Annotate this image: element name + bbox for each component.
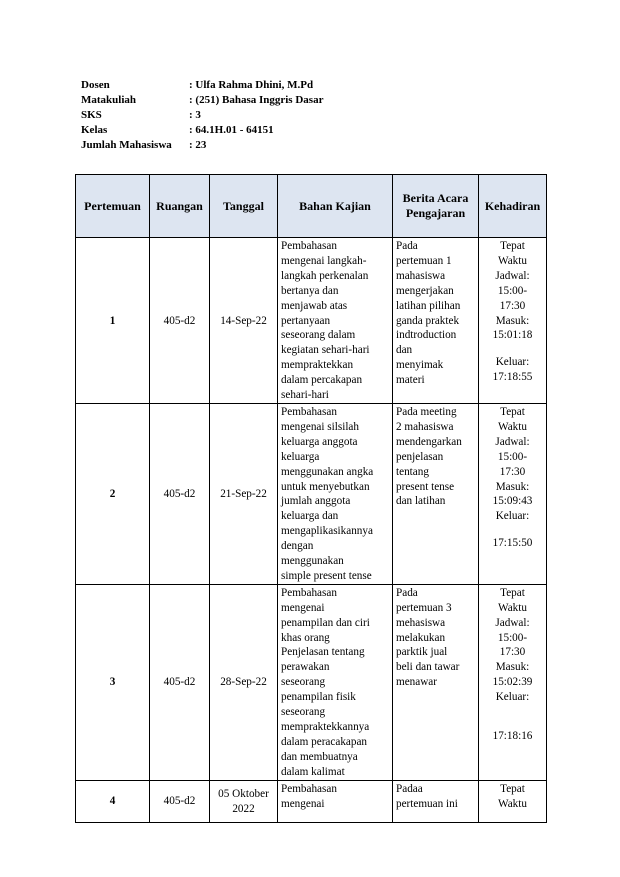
text-line: khas orang bbox=[281, 631, 330, 644]
cell-bahan-kajian bbox=[278, 780, 393, 822]
text-line: Pembahasan bbox=[281, 782, 337, 795]
text-line: mahasiswa bbox=[396, 269, 446, 282]
cell-bahan-kajian bbox=[278, 584, 393, 780]
text-line: keluarga bbox=[281, 450, 320, 463]
text-line: latihan pilihan bbox=[396, 299, 461, 312]
header-ruangan: Ruangan bbox=[150, 175, 210, 238]
text-line: ganda praktek bbox=[396, 314, 460, 327]
text-line: seseorang bbox=[281, 706, 326, 719]
text-line: Masuk: bbox=[495, 661, 530, 674]
text-line: dan bbox=[396, 344, 413, 357]
info-row-sks bbox=[81, 108, 323, 123]
table-row bbox=[76, 584, 547, 780]
text-line: Jadwal: bbox=[495, 435, 530, 448]
text-line: Waktu bbox=[498, 420, 527, 433]
cell-ruangan: 405-d2 bbox=[150, 238, 210, 404]
text-line: Penjelasan tentang bbox=[281, 646, 365, 659]
text-line: jumlah anggota bbox=[281, 495, 351, 508]
info-label: Dosen bbox=[81, 79, 110, 91]
text-line: Tepat bbox=[500, 586, 525, 599]
spacer bbox=[481, 705, 544, 717]
table-header-row bbox=[76, 175, 547, 238]
text-line: mengenai bbox=[281, 797, 325, 810]
header-pertemuan: Pertemuan bbox=[76, 175, 150, 238]
text-line: 17:30 bbox=[499, 299, 526, 312]
info-label: Jumlah Mahasiswa bbox=[81, 139, 172, 151]
info-label: SKS bbox=[81, 109, 102, 121]
text-line: mengenai bbox=[281, 601, 325, 614]
text-line: menawar bbox=[396, 676, 437, 689]
text-line: pertemuan 3 bbox=[396, 601, 452, 614]
text-line: menyimak bbox=[396, 359, 444, 372]
text-line: 15:01:18 bbox=[492, 329, 533, 342]
attendance-table bbox=[75, 174, 547, 823]
info-value: : Ulfa Rahma Dhini, M.Pd bbox=[189, 79, 314, 91]
info-row-jumlah bbox=[81, 138, 323, 153]
info-row-kelas bbox=[81, 123, 323, 138]
text-line: melakukan bbox=[396, 631, 446, 644]
table-row bbox=[76, 403, 547, 584]
text-line: sehari-hari bbox=[281, 389, 329, 402]
cell-berita-acara bbox=[393, 403, 479, 584]
cell-berita-acara bbox=[393, 780, 479, 822]
text-line: Waktu bbox=[498, 797, 527, 810]
text-line: Keluar: bbox=[495, 691, 530, 704]
text-line: Pada bbox=[396, 586, 418, 599]
text-line: 17:18:55 bbox=[492, 371, 533, 384]
text-line: Padaa bbox=[396, 782, 423, 795]
header-bahan-kajian: Bahan Kajian bbox=[278, 175, 393, 238]
cell-kehadiran bbox=[479, 584, 547, 780]
text-line: dan membuatnya bbox=[281, 750, 358, 763]
text-line: Pembahasan bbox=[281, 240, 337, 252]
text-line: Masuk: bbox=[495, 480, 530, 493]
spacer bbox=[481, 524, 544, 536]
cell-kehadiran bbox=[479, 780, 547, 822]
info-label: Kelas bbox=[81, 124, 108, 136]
text-line: penampilan dan ciri bbox=[281, 616, 370, 629]
text-line: untuk menyebutkan bbox=[281, 480, 370, 493]
cell-pertemuan: 4 bbox=[76, 780, 150, 822]
text-line: dalam percakapan bbox=[281, 374, 363, 387]
text-line: Waktu bbox=[498, 254, 527, 267]
text-line: Keluar: bbox=[495, 356, 530, 369]
text-line: langkah perkenalan bbox=[281, 269, 369, 282]
text-line: Jadwal: bbox=[495, 616, 530, 629]
cell-ruangan: 405-d2 bbox=[150, 403, 210, 584]
text-line: Keluar: bbox=[495, 510, 530, 523]
text-line: Tepat bbox=[500, 240, 525, 252]
cell-kehadiran bbox=[479, 403, 547, 584]
text-line: perawakan bbox=[281, 661, 330, 674]
text-line: indtroduction bbox=[396, 329, 457, 342]
cell-bahan-kajian bbox=[278, 403, 393, 584]
info-value: : 3 bbox=[189, 109, 201, 121]
text-line: mengaplikasikannya bbox=[281, 525, 373, 538]
text-line: keluarga anggota bbox=[281, 435, 358, 448]
text-line: mempraktekkannya bbox=[281, 721, 370, 733]
header-tanggal: Tanggal bbox=[210, 175, 278, 238]
text-line: menggunakan angka bbox=[281, 465, 374, 478]
table-row bbox=[76, 238, 547, 404]
text-line: mengenai langkah- bbox=[281, 254, 367, 267]
text-line: mengerjakan bbox=[396, 284, 454, 297]
text-line: kegiatan sehari-hari bbox=[281, 344, 370, 357]
text-line: 2022 bbox=[232, 802, 255, 815]
cell-pertemuan: 2 bbox=[76, 403, 150, 584]
info-label: Matakuliah bbox=[81, 94, 137, 106]
table-row bbox=[76, 780, 547, 822]
text-line: tentang bbox=[396, 465, 429, 478]
text-line: Masuk: bbox=[495, 314, 530, 327]
info-value: : 64.1H.01 - 64151 bbox=[189, 124, 274, 136]
text-line: 2 mahasiswa bbox=[396, 420, 454, 433]
text-line: simple present tense bbox=[281, 569, 372, 582]
text-line: beli dan tawar bbox=[396, 661, 460, 674]
info-row-matakuliah bbox=[81, 93, 323, 108]
text-line: dengan bbox=[281, 540, 314, 553]
text-line: 17:15:50 bbox=[492, 537, 533, 550]
cell-ruangan: 405-d2 bbox=[150, 584, 210, 780]
text-line: pertemuan 1 bbox=[396, 254, 452, 267]
text-line: penampilan fisik bbox=[281, 691, 356, 704]
text-line: parktik jual bbox=[396, 646, 448, 659]
text-line: 17:30 bbox=[499, 646, 526, 659]
text-line: 17:18:16 bbox=[492, 730, 533, 743]
cell-tanggal: 21-Sep-22 bbox=[210, 403, 278, 584]
spacer bbox=[481, 717, 544, 729]
text-line: Waktu bbox=[498, 601, 527, 614]
text-line: mehasiswa bbox=[396, 616, 446, 629]
text-line: 15:00- bbox=[497, 284, 528, 297]
text-line: Pada meeting bbox=[396, 405, 457, 418]
text-line: present tense bbox=[396, 480, 455, 493]
text-line: menjawab atas bbox=[281, 299, 348, 312]
text-line: 05 Oktober bbox=[218, 787, 269, 800]
cell-berita-acara bbox=[393, 584, 479, 780]
cell-tanggal bbox=[210, 780, 278, 822]
text-line: 15:00- bbox=[497, 631, 528, 644]
text-line: mempraktekkan bbox=[281, 359, 354, 372]
text-line: dalam peracakapan bbox=[281, 735, 368, 748]
text-line: Pembahasan bbox=[281, 405, 337, 418]
text-line: mendengarkan bbox=[396, 435, 462, 448]
cell-berita-acara bbox=[393, 238, 479, 404]
cell-ruangan: 405-d2 bbox=[150, 780, 210, 822]
course-info bbox=[81, 78, 323, 153]
text-line: 15:00- bbox=[497, 450, 528, 463]
cell-pertemuan: 3 bbox=[76, 584, 150, 780]
info-row-dosen bbox=[81, 78, 323, 93]
attendance-table-wrapper bbox=[75, 174, 546, 815]
text-line: 15:02:39 bbox=[492, 676, 533, 689]
text-line: seseorang dalam bbox=[281, 329, 356, 342]
text-line: pertemuan ini bbox=[396, 797, 458, 810]
text-line: keluarga dan bbox=[281, 510, 339, 523]
header-berita-line: Berita Acara bbox=[402, 191, 469, 205]
text-line: Tepat bbox=[500, 782, 525, 795]
header-berita-line: Pengajaran bbox=[405, 206, 466, 220]
header-kehadiran: Kehadiran bbox=[479, 175, 547, 238]
info-value: : 23 bbox=[189, 139, 207, 151]
text-line: 17:30 bbox=[499, 465, 526, 478]
text-line: bertanya dan bbox=[281, 284, 339, 297]
text-line: seseorang bbox=[281, 676, 326, 689]
text-line: penjelasan bbox=[396, 450, 444, 463]
text-line: Pada bbox=[396, 240, 418, 252]
cell-bahan-kajian bbox=[278, 238, 393, 404]
text-line: Jadwal: bbox=[495, 269, 530, 282]
header-berita-acara bbox=[393, 175, 479, 238]
text-line: dan latihan bbox=[396, 495, 446, 508]
text-line: menggunakan bbox=[281, 555, 344, 568]
text-line: pertanyaan bbox=[281, 314, 331, 327]
spacer bbox=[481, 343, 544, 355]
text-line: materi bbox=[396, 374, 425, 387]
cell-tanggal: 14-Sep-22 bbox=[210, 238, 278, 404]
cell-tanggal: 28-Sep-22 bbox=[210, 584, 278, 780]
cell-pertemuan: 1 bbox=[76, 238, 150, 404]
info-value: : (251) Bahasa Inggris Dasar bbox=[189, 94, 324, 106]
cell-kehadiran bbox=[479, 238, 547, 404]
text-line: Pembahasan bbox=[281, 586, 337, 599]
text-line: mengenai silsilah bbox=[281, 420, 359, 433]
text-line: dalam kalimat bbox=[281, 765, 345, 778]
text-line: Tepat bbox=[500, 405, 525, 418]
text-line: 15:09:43 bbox=[492, 495, 533, 508]
